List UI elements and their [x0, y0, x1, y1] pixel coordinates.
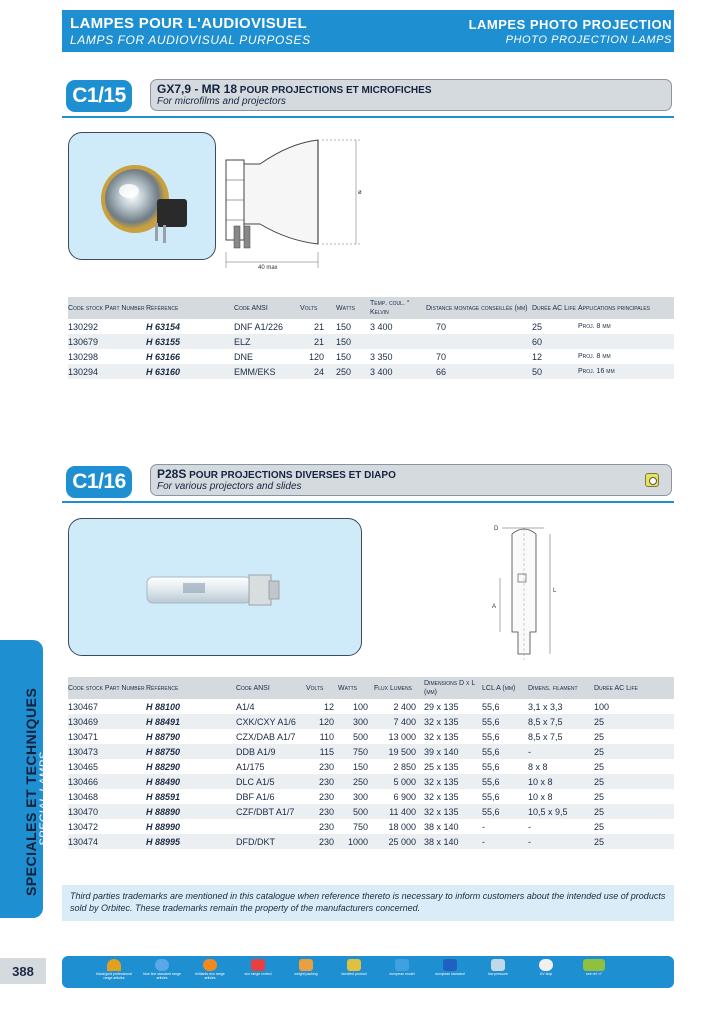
cell-lumens: 6 900 [393, 791, 416, 802]
bundle-icon [347, 959, 361, 971]
cell-ansi: DFD/DKT [236, 834, 306, 849]
footer-legend-item [478, 956, 518, 988]
footer-legend-label: see ref. n° [586, 972, 602, 976]
cell-code: 130292 [68, 321, 99, 332]
cell-application: Proj. 8 mm [578, 323, 611, 330]
footer-legend-label: black/gold professional range articles [96, 972, 132, 980]
col-header: Dimensions D x L (mm) [424, 677, 482, 699]
section-code-badge: C1/16 [66, 466, 132, 498]
cell-filament: 3,1 x 3,3 [528, 701, 563, 712]
cell-reference: H 88100 [146, 701, 181, 712]
cell-volts: 120 [308, 351, 324, 362]
cell-volts: 21 [300, 334, 336, 349]
cell-watts: 250 [338, 774, 374, 789]
cell-ansi: CZF/DBT A1/7 [236, 804, 306, 819]
dimension-label-40max: 40 max [258, 265, 278, 271]
trademark-note: Third parties trademarks are mentioned in this catalogue when reference thereto is necessary to inform customers about the intended use of products sold by Orbitec. These trademarks remain the property of the manufacturers concerned. [62, 885, 674, 921]
cell-application: Proj. 8 mm [578, 353, 611, 360]
rainbow-icon [107, 959, 121, 971]
col-header: Code stock Part Number [68, 297, 146, 319]
section-divider [62, 116, 674, 118]
cell-reference: H 88490 [146, 774, 236, 789]
table-row [68, 789, 674, 804]
section-subtitle: For microfilms and projectors [157, 96, 286, 107]
cell-ansi: DBF A1/6 [236, 791, 275, 802]
cell-volts: 230 [318, 761, 334, 772]
section-subtitle: For various projectors and slides [157, 481, 302, 492]
cell-filament: 10 x 8 [528, 774, 594, 789]
cell-code: 130294 [68, 364, 146, 379]
dimension-label-l: L [553, 588, 557, 594]
footer-legend-item [574, 956, 614, 988]
cell-lcl: 55,6 [482, 791, 500, 802]
cell-temp [370, 334, 426, 349]
col-header: Volts [300, 297, 336, 319]
section-title-rest: POUR PROJECTIONS ET MICROFICHES [237, 85, 432, 96]
cell-ansi: CZX/DAB A1/7 [236, 731, 296, 742]
cell-ansi: EMM/EKS [234, 364, 300, 379]
cell-reference: H 88290 [146, 761, 181, 772]
col-header: Temp. coul. ° Kelvin [370, 297, 426, 319]
section-title [157, 467, 396, 481]
cell-lcl: - [482, 821, 485, 832]
table-row [68, 729, 674, 744]
cell-ansi: CXK/CXY A1/6 [236, 714, 306, 729]
cell-watts: 150 [352, 761, 368, 772]
cell-dimensions: 39 x 140 [424, 744, 482, 759]
col-header: Distance montage conseillée (mm) [426, 297, 532, 319]
cell-dimensions: 32 x 135 [424, 731, 459, 742]
footer-legend-label: weight packing [294, 972, 318, 976]
cell-dimensions: 25 x 135 [424, 761, 459, 772]
cell-code: 130474 [68, 834, 146, 849]
header-category-en: PHOTO PROJECTION LAMPS [505, 34, 672, 46]
cell-watts: 750 [352, 821, 368, 832]
cell-lumens: 18 000 [388, 821, 416, 832]
cell-watts: 150 [336, 334, 370, 349]
cell-code: 130473 [68, 744, 146, 759]
col-header: Référence [146, 297, 234, 319]
footer-legend-label: brilliants eco range articles [195, 972, 225, 980]
cell-distance: 70 [436, 321, 447, 332]
footer-legend-item [142, 956, 182, 988]
dimension-label-d: D [494, 526, 499, 532]
cell-dimensions: 32 x 135 [424, 804, 482, 819]
cell-lumens: 2 400 [393, 701, 416, 712]
cell-reference: H 88491 [146, 714, 236, 729]
table-row [68, 349, 674, 364]
cell-life: 25 [594, 761, 605, 772]
section-title-bar [150, 464, 672, 496]
cell-lumens: 2 850 [393, 761, 416, 772]
cell-lumens: 5 000 [374, 774, 424, 789]
cell-watts: 500 [352, 731, 368, 742]
cell-lcl: 55,6 [482, 714, 528, 729]
footer-legend-label: UV stop [539, 972, 553, 976]
cell-volts: 12 [323, 701, 334, 712]
footer-legend-item [238, 956, 278, 988]
cell-dimensions: 29 x 135 [424, 701, 459, 712]
cell-application [578, 334, 674, 349]
cell-watts: 1000 [338, 834, 374, 849]
cell-life: 25 [594, 744, 674, 759]
cell-code: 130298 [68, 351, 99, 362]
cell-reference: H 63166 [146, 351, 181, 362]
col-header: Watts [338, 677, 374, 699]
cell-code: 130467 [68, 701, 99, 712]
cell-life: 25 [594, 774, 674, 789]
cell-life: 25 [594, 804, 674, 819]
col-header: Code ANSI [234, 297, 300, 319]
cell-life: 100 [594, 701, 610, 712]
cell-watts: 150 [336, 321, 352, 332]
col-header: Code stock Part Number [68, 677, 146, 699]
cell-watts: 250 [336, 364, 370, 379]
cell-code: 130469 [68, 714, 146, 729]
table-row [68, 759, 674, 774]
cell-watts: 750 [338, 744, 374, 759]
product-photo-p28s [68, 518, 362, 656]
cell-ansi: A1/4 [236, 701, 255, 712]
cell-distance [426, 334, 532, 349]
table-row [68, 319, 674, 334]
cell-application: Proj. 16 mm [578, 364, 674, 379]
cell-life: 25 [594, 791, 605, 802]
cell-volts: 230 [318, 821, 334, 832]
svg-text:ø: ø [358, 190, 362, 196]
footer-legend-label: eco range control [244, 972, 272, 976]
cell-lcl: 55,6 [482, 744, 528, 759]
cell-dimensions: 32 x 135 [424, 774, 482, 789]
footer-legend-item [190, 956, 230, 988]
cell-lcl: - [482, 834, 528, 849]
cell-reference: H 63155 [146, 334, 234, 349]
section-title-rest: POUR PROJECTIONS DIVERSES ET DIAPO [186, 470, 396, 481]
col-header: LCL A (mm) [482, 677, 528, 699]
cell-code: 130471 [68, 731, 99, 742]
cell-ansi: A1/175 [236, 761, 265, 772]
cell-life: 60 [532, 334, 578, 349]
standard-icon [443, 959, 457, 971]
cell-volts: 230 [306, 834, 338, 849]
weight-icon [299, 959, 313, 971]
footer-legend-label: european model [389, 972, 415, 976]
footer-legend-item [430, 956, 470, 988]
cell-temp: 3 400 [370, 364, 426, 379]
cell-temp: 3 400 [370, 321, 393, 332]
footer-legend-item [526, 956, 566, 988]
table-header-row [68, 297, 674, 319]
col-header: Applications principales [578, 297, 674, 319]
footer-legend-item [94, 956, 134, 988]
cell-reference: H 63160 [146, 364, 234, 379]
table-row [68, 819, 674, 834]
pressure-icon [491, 959, 505, 971]
cell-lumens: 7 400 [374, 714, 424, 729]
cell-life: 25 [594, 714, 674, 729]
cell-lcl: 55,6 [482, 774, 528, 789]
product-icon [395, 959, 409, 971]
table-row [68, 774, 674, 789]
cell-distance: 66 [426, 364, 532, 379]
cell-ansi [236, 819, 306, 834]
cell-ansi: DDB A1/9 [236, 744, 306, 759]
col-header: Volts [306, 677, 338, 699]
cell-life: 25 [594, 821, 605, 832]
cell-reference: H 88790 [146, 731, 181, 742]
dimension-label-a: A [492, 604, 497, 610]
cell-lcl: 55,6 [482, 804, 528, 819]
footer-legend-label: low pressure [488, 972, 508, 976]
cell-filament: 8 x 8 [528, 761, 548, 772]
cell-volts: 110 [319, 731, 334, 742]
cell-life: 25 [532, 321, 543, 332]
cell-dimensions: 32 x 135 [424, 791, 459, 802]
cell-reference: H 88995 [146, 834, 236, 849]
cell-filament: 10 x 8 [528, 791, 553, 802]
cell-ansi: ELZ [234, 334, 300, 349]
header-title-fr: LAMPES POUR L'AUDIOVISUEL [70, 15, 307, 32]
cell-code: 130466 [68, 774, 146, 789]
footer-legend-item [382, 956, 422, 988]
cell-volts: 230 [306, 774, 338, 789]
cell-code: 130465 [68, 761, 99, 772]
cell-lumens: 25 000 [374, 834, 424, 849]
cell-dimensions: 32 x 135 [424, 714, 482, 729]
cell-dimensions: 38 x 140 [424, 834, 482, 849]
cell-lumens: 11 400 [374, 804, 424, 819]
reference-icon [583, 959, 605, 971]
section-divider [62, 501, 674, 503]
footer-legend-label: blue line standard range articles [143, 972, 181, 980]
cell-code: 130679 [68, 334, 146, 349]
cell-watts: 100 [352, 701, 368, 712]
section-title-main: GX7,9 - MR 18 [157, 82, 238, 96]
cell-dimensions: 38 x 140 [424, 821, 459, 832]
footer-legend-item [286, 956, 326, 988]
cell-lcl: 55,6 [482, 701, 500, 712]
technical-drawing-p28s [488, 520, 568, 670]
header-subtitle-en: LAMPS FOR AUDIOVISUAL PURPOSES [70, 33, 311, 47]
cell-life: 25 [594, 834, 674, 849]
product-photo-mr18 [68, 132, 216, 260]
table-row [68, 714, 674, 729]
cell-reference: H 63154 [146, 321, 181, 332]
blue-circle-icon [155, 959, 169, 971]
col-header: Durée AC Life [594, 677, 674, 699]
technical-drawing-mr18 [220, 134, 370, 274]
cell-watts: 150 [336, 351, 352, 362]
footer-legend-item [334, 956, 374, 988]
cell-filament: - [528, 821, 531, 832]
cell-distance: 70 [436, 351, 447, 362]
uv-icon [539, 959, 553, 971]
cell-volts: 115 [306, 744, 338, 759]
table-row [68, 834, 674, 849]
cell-lcl: 55,6 [482, 761, 500, 772]
lamp-table-c1-15 [68, 297, 674, 379]
col-header: Durée AC Life [532, 297, 578, 319]
col-header: Code ANSI [236, 677, 306, 699]
cell-filament: 10,5 x 9,5 [528, 804, 594, 819]
cell-filament: 8,5 x 7,5 [528, 731, 563, 742]
cell-reference: H 88990 [146, 821, 181, 832]
col-header: Flux Lumens [374, 677, 424, 699]
cell-code: 130470 [68, 804, 146, 819]
side-tab-subtitle: SPECIAL LAMPS [38, 751, 50, 846]
table-row [68, 364, 674, 379]
table-header-row [68, 677, 674, 699]
cell-reference: H 88591 [146, 791, 181, 802]
cell-life: 12 [532, 351, 543, 362]
table-row [68, 744, 674, 759]
section-title [157, 82, 432, 96]
col-header: Dimens. filament [528, 677, 594, 699]
section-title-main: P28S [157, 467, 187, 481]
cell-filament: - [528, 834, 594, 849]
cell-life: 50 [532, 364, 578, 379]
cell-reference: H 88750 [146, 744, 236, 759]
section-code-badge: C1/15 [66, 80, 132, 112]
cell-lumens: 13 000 [388, 731, 416, 742]
cell-lcl: 55,6 [482, 731, 500, 742]
cell-code: 130472 [68, 821, 99, 832]
lamp-type-icon [645, 473, 659, 487]
cell-volts: 21 [313, 321, 324, 332]
cell-reference: H 88890 [146, 804, 236, 819]
cell-volts: 24 [300, 364, 336, 379]
col-header: Référence [146, 677, 236, 699]
cell-filament: - [528, 744, 594, 759]
section-title-bar [150, 79, 672, 111]
orange-circle-icon [203, 959, 217, 971]
table-row [68, 699, 674, 714]
side-tab-title: SPECIALES ET TECHNIQUES [23, 687, 39, 896]
footer-legend-label: european standard [435, 972, 465, 976]
page-number: 388 [0, 958, 46, 984]
footer-legend-label: bundled product [341, 972, 367, 976]
cell-ansi: DNE [234, 351, 254, 362]
footer-legend-bar [62, 956, 674, 988]
cell-filament: 8,5 x 7,5 [528, 714, 594, 729]
table-row [68, 334, 674, 349]
cell-watts: 300 [352, 791, 368, 802]
cell-ansi: DNF A1/226 [234, 321, 284, 332]
col-header: Watts [336, 297, 370, 319]
cell-lumens: 19 500 [374, 744, 424, 759]
cell-ansi: DLC A1/5 [236, 774, 306, 789]
cell-volts: 120 [306, 714, 338, 729]
cell-code: 130468 [68, 791, 99, 802]
header-category-fr: LAMPES PHOTO PROJECTION [468, 17, 672, 32]
cell-volts: 230 [306, 804, 338, 819]
lamp-table-c1-16 [68, 677, 674, 849]
table-row [68, 804, 674, 819]
cell-watts: 300 [338, 714, 374, 729]
dmx-icon [251, 959, 265, 971]
cell-volts: 230 [318, 791, 334, 802]
cell-temp: 3 350 [370, 351, 393, 362]
cell-life: 25 [594, 731, 605, 742]
cell-watts: 500 [338, 804, 374, 819]
